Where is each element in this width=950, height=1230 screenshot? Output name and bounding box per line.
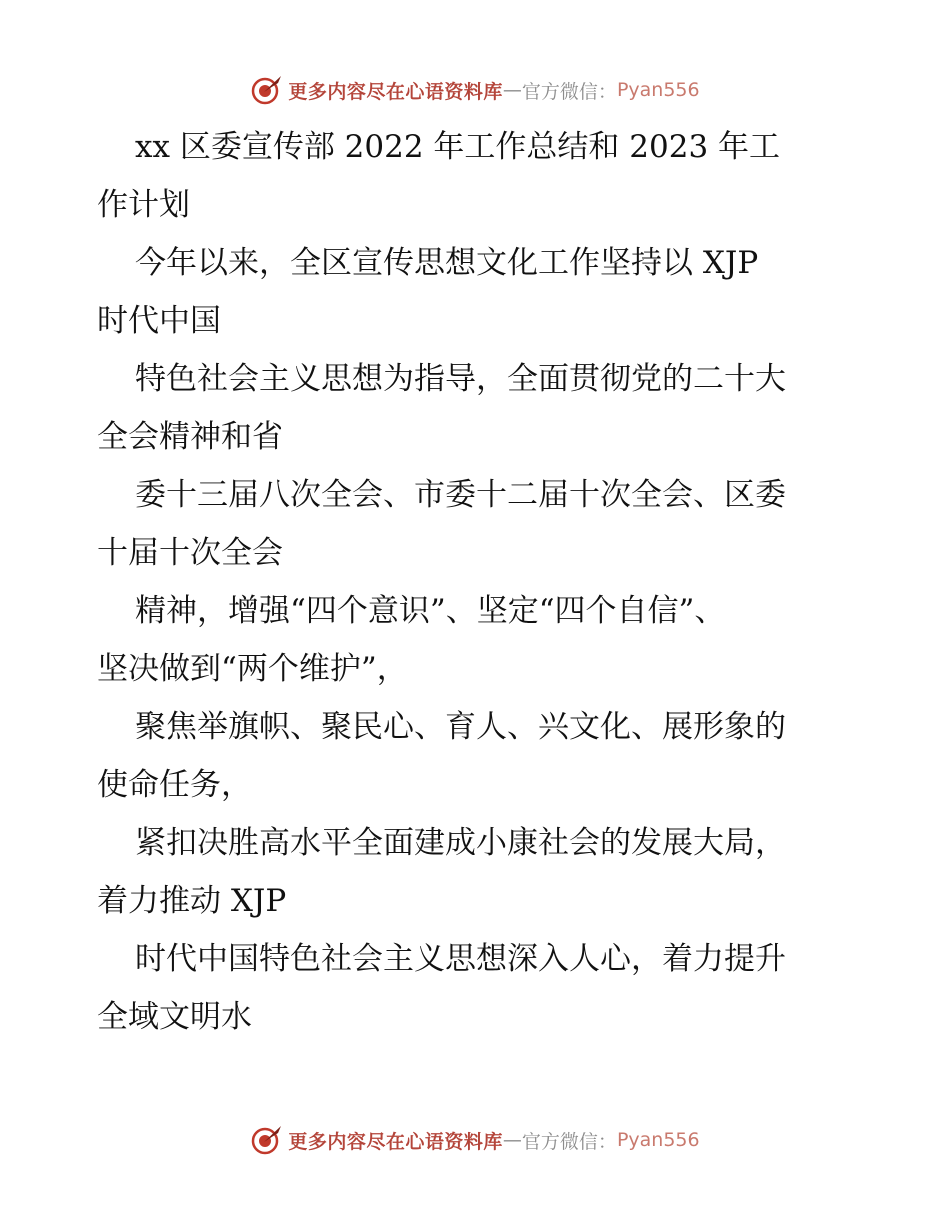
header-wechat-id: Pyan556 (616, 79, 700, 101)
title-line-1: xx 区委宣传部 2022 年工作总结和 2023 年工 (135, 129, 781, 165)
paragraph-line: 今年以来，全区宣传思想文化工作坚持以 XJP (135, 245, 759, 281)
quill-pen-logo-icon (250, 1123, 284, 1157)
header-banner (0, 70, 950, 110)
title-line-2: 作计划 (97, 187, 190, 223)
paragraph-line: 着力推动 XJP (97, 883, 287, 919)
footer-site-text: 更多内容尽在心语资料库 (288, 1130, 503, 1153)
paragraph-line: 时代中国 (97, 303, 221, 339)
paragraph-line: 精神，增强“四个意识”、坚定“四个自信”、 (135, 593, 726, 629)
footer-dash: — (502, 1129, 522, 1151)
paragraph-line: 委十三届八次全会、市委十二届十次全会、区委 (135, 477, 786, 513)
footer-banner (0, 1120, 950, 1160)
paragraph-line: 紧扣决胜高水平全面建成小康社会的发展大局， (135, 825, 786, 861)
paragraph-line: 全会精神和省 (97, 419, 283, 455)
document-body (97, 118, 857, 1046)
paragraph-line: 时代中国特色社会主义思想深入人心，着力提升 (135, 941, 786, 977)
paragraph-line: 十届十次全会 (97, 535, 283, 571)
footer-wechat-label: 官方微信： (521, 1130, 617, 1153)
paragraph-line: 全域文明水 (97, 999, 252, 1035)
quill-pen-logo-icon (250, 73, 284, 107)
paragraph-line: 坚决做到“两个维护”， (97, 651, 408, 687)
header-dash: — (502, 79, 522, 101)
footer-wechat-id: Pyan556 (616, 1129, 700, 1151)
header-wechat-label: 官方微信： (521, 80, 617, 103)
header-site-text: 更多内容尽在心语资料库 (288, 80, 503, 103)
paragraph-line: 特色社会主义思想为指导，全面贯彻党的二十大 (135, 361, 786, 397)
paragraph-line: 聚焦举旗帜、聚民心、育人、兴文化、展形象的 (135, 709, 786, 745)
paragraph-line: 使命任务， (97, 767, 252, 803)
